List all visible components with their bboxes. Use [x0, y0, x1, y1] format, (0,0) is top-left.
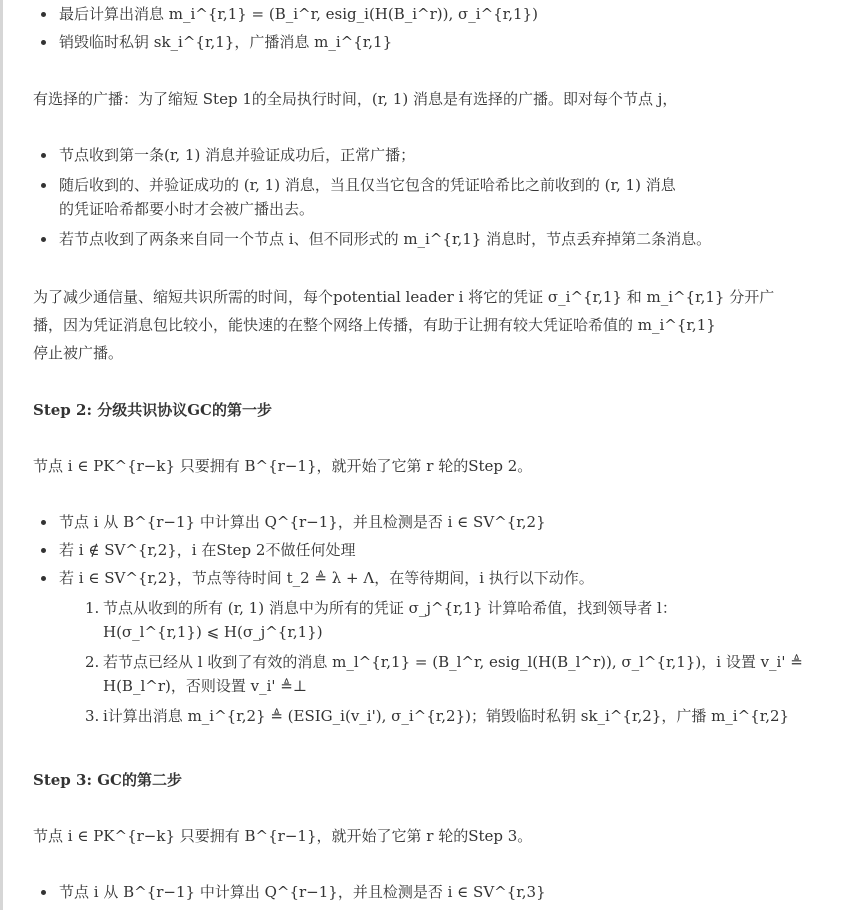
para-reduce-line1: 为了减少通信量、缩短共识所需的时间，每个potential leader i 将它的凭证 σ_i^{r,1} 和 m_i^{r,1} 分开广	[33, 288, 775, 306]
list-item: 节点收到第一条(r, 1) 消息并验证成功后，正常广播；	[33, 143, 711, 167]
selective-broadcast-intro: 有选择的广播：为了缩短 Step 1的全局执行时间，(r, 1) 消息是有选择的广播。即对每个节点 j，	[33, 90, 678, 108]
list-item: 3. i计算出消息 m_i^{r,2} ≜ (ESIG_i(v_i'), σ_i^{r,2})；销毁临时私钥 sk_i^{r,2}，广播 m_i^{r,2}	[85, 707, 790, 725]
step3-heading: Step 3: GC的第二步	[33, 771, 182, 789]
list-item: 节点 i 从 B^{r−1} 中计算出 Q^{r−1}，并且检测是否 i ∈ SV^{r,2}	[33, 510, 594, 534]
para-reduce-line2: 播，因为凭证消息包比较小，能快速的在整个网络上传播，有助于让拥有较大凭证哈希值的 m_i^{r,1}	[33, 316, 716, 334]
list-item: 若节点收到了两条来自同一个节点 i、但不同形式的 m_i^{r,1} 消息时，节点丢弃掉第二条消息。	[33, 227, 711, 251]
selective-bullet-list	[33, 143, 711, 251]
list-item: 最后计算出消息 m_i^{r,1} = (B_i^r, esig_i(H(B_i^r)), σ_i^{r,1})	[33, 2, 538, 26]
top-bullet-list	[33, 2, 538, 54]
step3-bullet-list	[33, 880, 546, 904]
list-item: 随后收到的、并验证成功的 (r, 1) 消息，当且仅当它包含的凭证哈希比之前收到的 (r, 1) 消息 的凭证哈希都要小时才会被广播出去。	[33, 173, 711, 221]
list-item: 1. 节点从收到的所有 (r, 1) 消息中为所有的凭证 σ_j^{r,1} 计算哈希值，找到领导者 l： H(σ_l^{r,1}) ⩽ H(σ_j^{r,1})	[85, 599, 677, 641]
step2-intro: 节点 i ∈ PK^{r−k} 只要拥有 B^{r−1}，就开始了它第 r 轮的Step 2。	[33, 457, 533, 475]
step2-bullet-list	[33, 510, 594, 590]
step2-substeps	[85, 596, 803, 728]
step2-heading: Step 2: 分级共识协议GC的第一步	[33, 401, 272, 419]
list-item: 节点 i 从 B^{r−1} 中计算出 Q^{r−1}，并且检测是否 i ∈ SV^{r,3}	[33, 880, 546, 904]
step3-intro: 节点 i ∈ PK^{r−k} 只要拥有 B^{r−1}，就开始了它第 r 轮的Step 3。	[33, 827, 533, 845]
left-border	[0, 0, 3, 910]
list-item: 销毁临时私钥 sk_i^{r,1}，广播消息 m_i^{r,1}	[33, 30, 538, 54]
list-item: 2. 若节点已经从 l 收到了有效的消息 m_l^{r,1} = (B_l^r, esig_l(H(B_l^r)), σ_l^{r,1})，i 设置 v_i' ≜ H(B_l^r)，否则设置 v_i' ≜⊥	[85, 653, 803, 695]
list-item: 若 i ∈ SV^{r,2}，节点等待时间 t_2 ≜ λ + Λ，在等待期间，i 执行以下动作。	[33, 566, 594, 590]
list-item: 若 i ∉ SV^{r,2}，i 在Step 2不做任何处理	[33, 538, 594, 562]
para-reduce-line3: 停止被广播。	[33, 344, 124, 362]
